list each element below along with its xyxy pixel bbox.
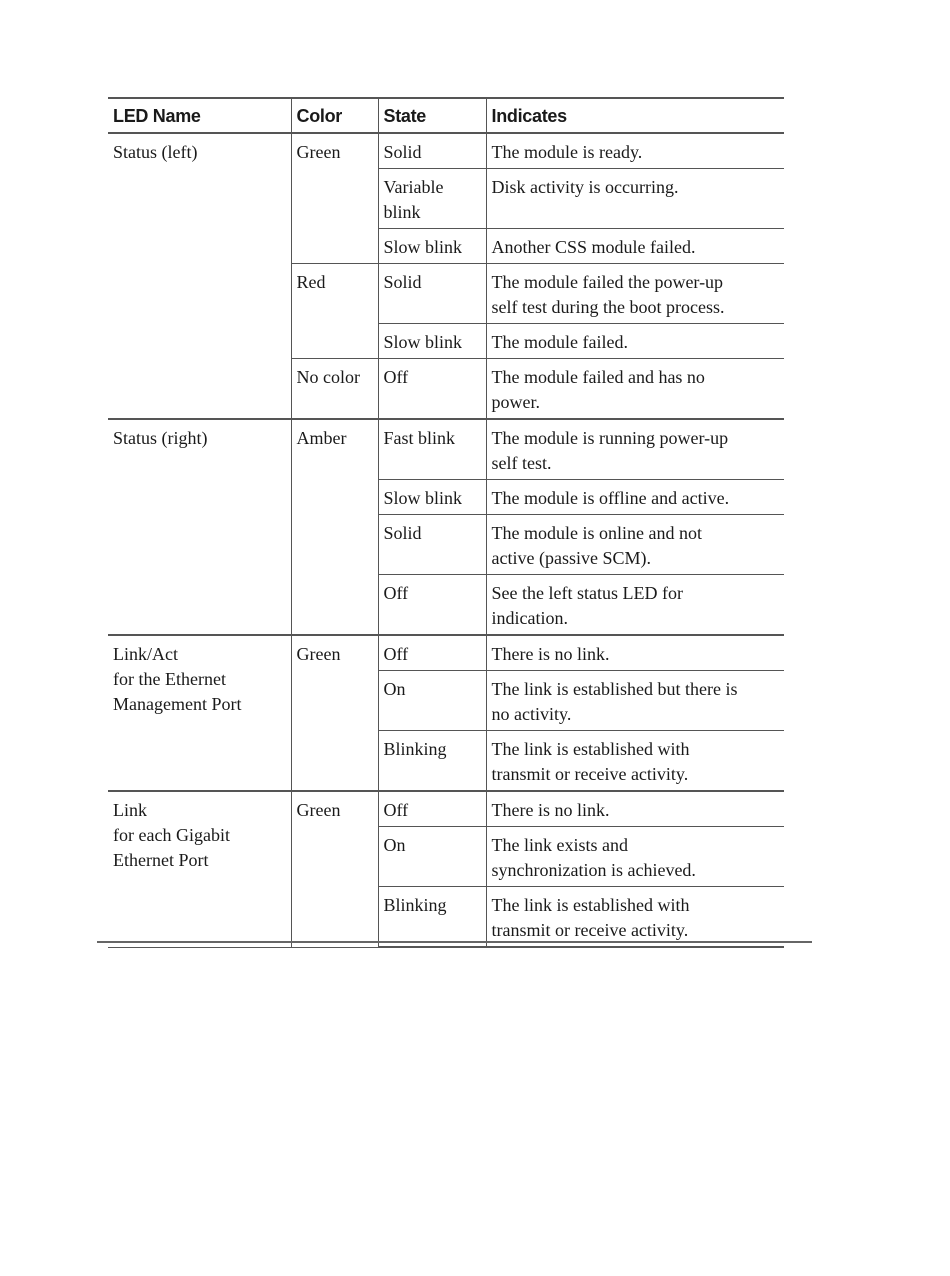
led-name-cell: Link for each Gigabit Ethernet Port [108, 791, 291, 947]
state-cell: Slow blink [378, 324, 486, 359]
indicates-cell: The module failed and has no power. [486, 359, 784, 420]
header-indicates: Indicates [486, 98, 784, 133]
state-cell: Blinking [378, 731, 486, 792]
footer-divider [97, 941, 812, 943]
indicates-cell: Disk activity is occurring. [486, 169, 784, 229]
indicates-cell: The link is established with transmit or receive activity. [486, 887, 784, 948]
state-cell: On [378, 827, 486, 887]
state-cell: Solid [378, 515, 486, 575]
color-cell: Green [291, 791, 378, 947]
color-cell: Green [291, 635, 378, 791]
header-state: State [378, 98, 486, 133]
state-cell: Off [378, 359, 486, 420]
table-header [108, 98, 784, 133]
header-led-name: LED Name [108, 98, 291, 133]
table-row [108, 133, 784, 169]
led-name-cell: Status (left) [108, 133, 291, 419]
indicates-cell: The module is ready. [486, 133, 784, 169]
led-name-cell: Status (right) [108, 419, 291, 635]
table-row [108, 791, 784, 827]
state-cell: Solid [378, 264, 486, 324]
state-cell: Slow blink [378, 480, 486, 515]
indicates-cell: See the left status LED for indication. [486, 575, 784, 636]
indicates-cell: The link is established but there is no activity. [486, 671, 784, 731]
state-cell: Off [378, 635, 486, 671]
color-cell: Amber [291, 419, 378, 635]
indicates-cell: The module failed the power-up self test during the boot process. [486, 264, 784, 324]
table-row [108, 419, 784, 480]
color-cell: Green [291, 133, 378, 264]
led-name-cell: Link/Act for the Ethernet Management Port [108, 635, 291, 791]
indicates-cell: The module is online and not active (passive SCM). [486, 515, 784, 575]
table-body [108, 133, 784, 947]
table-row [108, 635, 784, 671]
indicates-cell: The module is offline and active. [486, 480, 784, 515]
state-cell: Fast blink [378, 419, 486, 480]
state-cell: Off [378, 791, 486, 827]
led-status-table [108, 97, 784, 948]
indicates-cell: There is no link. [486, 635, 784, 671]
color-cell: Red [291, 264, 378, 359]
state-cell: Off [378, 575, 486, 636]
state-cell: Solid [378, 133, 486, 169]
state-cell: On [378, 671, 486, 731]
indicates-cell: The link exists and synchronization is achieved. [486, 827, 784, 887]
header-row [108, 98, 784, 133]
indicates-cell: There is no link. [486, 791, 784, 827]
state-cell: Blinking [378, 887, 486, 948]
indicates-cell: The module failed. [486, 324, 784, 359]
indicates-cell: Another CSS module failed. [486, 229, 784, 264]
color-cell: No color [291, 359, 378, 420]
state-cell: Variable blink [378, 169, 486, 229]
state-cell: Slow blink [378, 229, 486, 264]
indicates-cell: The module is running power-up self test. [486, 419, 784, 480]
indicates-cell: The link is established with transmit or receive activity. [486, 731, 784, 792]
header-color: Color [291, 98, 378, 133]
